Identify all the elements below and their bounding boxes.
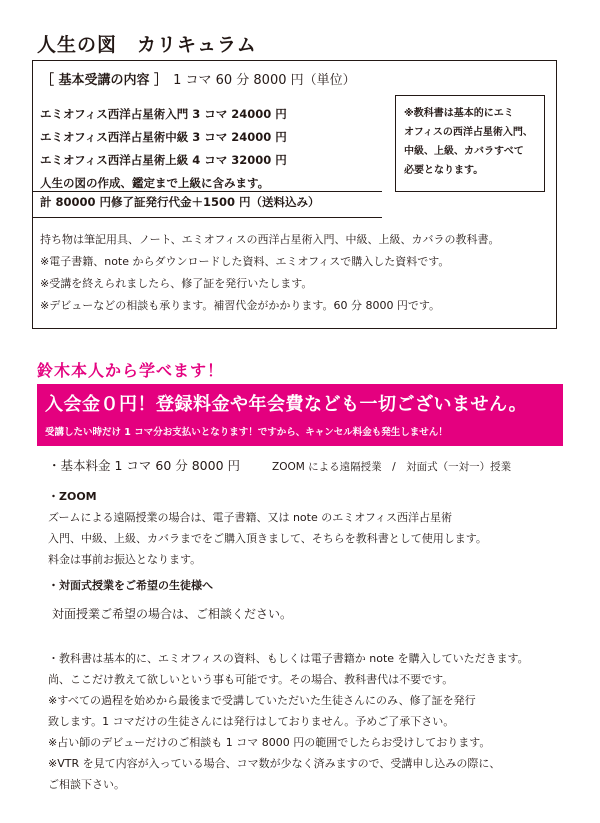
course-item: エミオフィス西洋占星術入門 3 コマ 24000 円 bbox=[40, 107, 287, 121]
final-note: ※すべての過程を始めから最後まで受講していただいた生徒さんにのみ、修了証を発行 bbox=[48, 694, 476, 707]
course-item: エミオフィス西洋占星術中級 3 コマ 24000 円 bbox=[40, 130, 287, 144]
zoom-line: ズームによる遠隔授業の場合は、電子書籍、又は note のエミオフィス西洋占星術 bbox=[48, 511, 453, 524]
box-header-label: ［ 基本受講の内容 ］ bbox=[41, 73, 168, 88]
box-header-detail: 1 コマ 60 分 8000 円（単位） bbox=[173, 73, 356, 88]
final-note: ※占い師のデビューだけのご相談も 1 コマ 8000 円の範囲でしたらお受けしております。 bbox=[48, 736, 491, 749]
box-note: ※デビューなどの相談も承ります。補習代金がかかります。60 分 8000 円です。 bbox=[40, 299, 441, 312]
banner-sub-text: 受講したい時だけ 1 コマ分お支払いとなります！ですから、キャンセル料金も発生しません！ bbox=[45, 427, 448, 438]
textbook-note-line: ※教科書は基本的にエミ bbox=[404, 108, 514, 119]
basic-course-box bbox=[32, 60, 557, 329]
box-note: ※電子書籍、note からダウンロードした資料、エミオフィスで購入した資料です。 bbox=[40, 255, 450, 268]
box-notes bbox=[40, 229, 555, 317]
final-note: ご相談下さい。 bbox=[48, 778, 125, 791]
course-list bbox=[40, 103, 385, 195]
basic-fee: ・基本料金 1 コマ 60 分 8000 円 bbox=[48, 458, 241, 473]
total-price: 計 80000 円修了証発行代金＋1500 円（送料込み） bbox=[40, 195, 320, 209]
textbook-note-line: 中級、上級、カバラすべて bbox=[404, 146, 524, 157]
face-to-face-section bbox=[48, 576, 568, 625]
fee-line bbox=[48, 456, 511, 474]
box-note: ※受講を終えられましたら、修了証を発行いたします。 bbox=[40, 277, 313, 290]
course-item: 人生の図の作成、鑑定まで上級に含みます。 bbox=[40, 176, 270, 190]
fee-modes: ZOOM による遠隔授業 / 対面式（一対一）授業 bbox=[272, 461, 512, 473]
section-heading: 鈴木本人から学べます！ bbox=[37, 361, 225, 380]
final-note: ※VTR を見て内容が入っている場合、コマ数が少なく済みますので、受講申し込みの際に、 bbox=[48, 757, 501, 770]
final-note: 尚、ここだけ教えて欲しいという事も可能です。その場合、教科書代は不要です。 bbox=[48, 673, 454, 686]
course-item: エミオフィス西洋占星術上級 4 コマ 32000 円 bbox=[40, 153, 287, 167]
zoom-section bbox=[48, 487, 568, 570]
final-note: ・教科書は基本的に、エミオフィスの資料、もしくは電子書籍か note を購入していただきます。 bbox=[48, 652, 529, 665]
face-to-face-line: 対面授業ご希望の場合は、ご相談ください。 bbox=[52, 607, 293, 621]
page-title: 人生の図 カリキュラム bbox=[37, 34, 257, 56]
divider bbox=[33, 191, 382, 192]
box-header bbox=[41, 69, 356, 88]
zoom-line: 料金は事前お振込となります。 bbox=[48, 553, 202, 566]
final-notes bbox=[48, 648, 568, 795]
textbook-note-line: オフィスの西洋占星術入門、 bbox=[404, 127, 533, 138]
promo-banner bbox=[37, 384, 563, 446]
banner-main-text: 入会金０円！登録料金や年会費なども一切ございません。 bbox=[45, 394, 528, 415]
zoom-heading: ・ZOOM bbox=[48, 490, 97, 503]
final-note: 致します。1 コマだけの生徒さんには発行はしておりません。予めご了承下さい。 bbox=[48, 715, 455, 728]
zoom-line: 入門、中級、上級、カバラまでをご購入頂きまして、そちらを教科書として使用します。 bbox=[48, 532, 487, 545]
box-note: 持ち物は筆記用具、ノート、エミオフィスの西洋占星術入門、中級、上級、カバラの教科書。 bbox=[40, 233, 500, 246]
textbook-note bbox=[395, 95, 545, 192]
face-to-face-heading: ・対面式授業をご希望の生徒様へ bbox=[48, 579, 213, 592]
textbook-note-line: 必要となります。 bbox=[404, 165, 484, 176]
divider bbox=[33, 217, 382, 218]
